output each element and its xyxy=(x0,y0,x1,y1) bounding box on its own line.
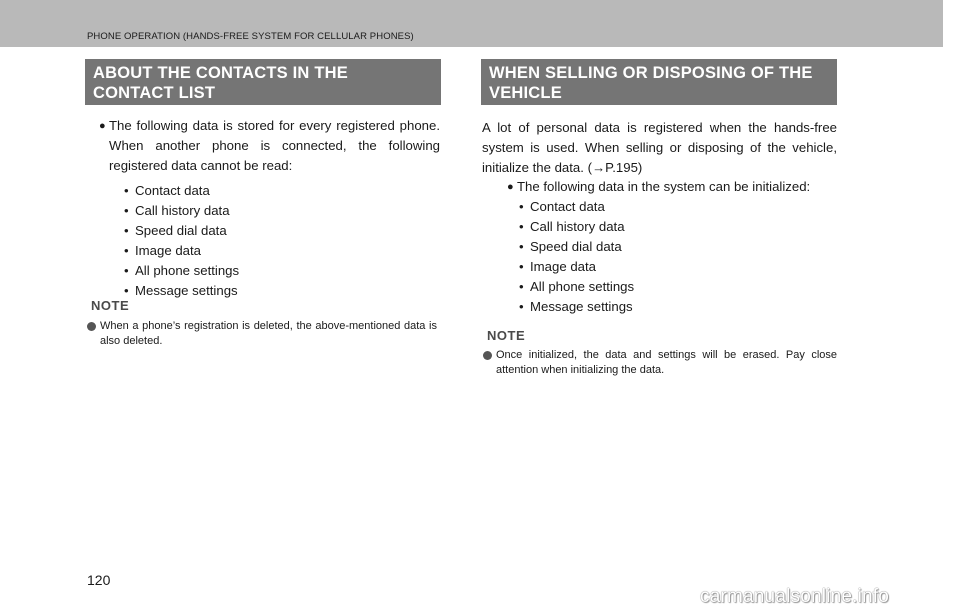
list-item: • Speed dial data xyxy=(519,237,837,257)
bullet-icon: ● xyxy=(507,181,514,193)
list-item: • All phone settings xyxy=(124,261,440,281)
selling-bullet xyxy=(507,177,837,317)
list-item: • All phone settings xyxy=(519,277,837,297)
note-bullet-icon xyxy=(483,351,492,360)
list-item: • Message settings xyxy=(519,297,837,317)
list-item: • Speed dial data xyxy=(124,221,440,241)
list-item: • Contact data xyxy=(124,181,440,201)
section-title-contacts: ABOUT THE CONTACTS IN THE CONTACT LIST xyxy=(85,59,441,105)
note-selling-text: Once initialized, the data and settings will be erased. Pay close attention when initializing the data. xyxy=(496,349,837,376)
page-number: 120 xyxy=(87,572,111,588)
list-item: • Contact data xyxy=(519,197,837,217)
list-item: • Call history data xyxy=(519,217,837,237)
list-item: • Image data xyxy=(519,257,837,277)
list-item: • Image data xyxy=(124,241,440,261)
contacts-bullet-text: The following data is stored for every registered phone. When another phone is connected, the following registered data cannot be read: xyxy=(109,118,440,173)
selling-intro: A lot of personal data is registered when the hands-free system is used. When selling or disposing of the vehicle, initialize the data. (→P.195) xyxy=(482,120,837,175)
watermark[interactable]: carmanualsonline.info xyxy=(700,586,890,607)
note-contacts-text: When a phone’s registration is deleted, the above-mentioned data is also deleted. xyxy=(100,320,437,347)
contacts-bullet xyxy=(99,116,440,301)
note-bullet-icon xyxy=(87,322,96,331)
bullet-icon: ● xyxy=(99,120,106,132)
selling-bullet-text: The following data in the system can be initialized: xyxy=(517,179,811,194)
list-item: • Call history data xyxy=(124,201,440,221)
note-selling xyxy=(483,348,837,378)
contacts-data-list xyxy=(124,181,440,301)
list-item: • Message settings xyxy=(124,281,440,301)
section-title-selling: WHEN SELLING OR DISPOSING OF THE VEHICLE xyxy=(481,59,837,105)
selling-data-list xyxy=(519,197,837,317)
note-label: NOTE xyxy=(487,328,526,343)
note-label: NOTE xyxy=(91,298,130,313)
note-contacts xyxy=(87,319,437,349)
page-header-title: PHONE OPERATION (HANDS-FREE SYSTEM FOR CELLULAR PHONES) xyxy=(87,31,414,42)
